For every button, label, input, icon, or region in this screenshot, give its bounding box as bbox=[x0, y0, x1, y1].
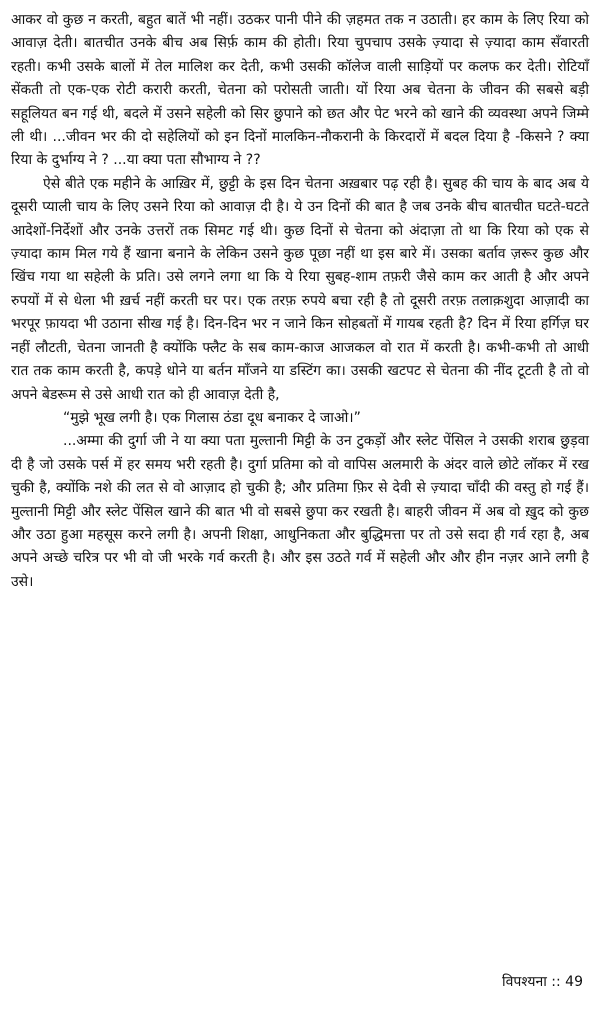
book-page bbox=[11, 9, 589, 594]
quoted-dialogue: “मुझे भूख लगी है। एक गिलास ठंडा दूध बनाकर दे जाओ।” bbox=[63, 409, 361, 426]
paragraph-2: ऐसे बीते एक महीने के आख़िर में, छुट्टी के इस दिन चेतना अख़बार पढ़ रही है। सुबह की चाय के बाद अब ये दूसरी प्याली चाय के लिए उसने रिया को आवाज़ दी है। ये उन दिनों की बात है जब उनके बीच बातचीत घटते-घटते आदेशों-निर्देशों और उनके उत्तरों तक सिमट गई थी। कुछ दिनों से चेतना को अंदाज़ा तो था कि रिया को एक से ज़्यादा काम मिल गये हैं खाना बनाने के लेकिन उसने कुछ पूछा नहीं था इस बारे में। उसका बर्ताव ज़रूर कुछ और खिंच गया था सहेली के प्रति। उसे लगने लगा था कि ये रिया सुबह-शाम तफ़री जैसे काम कर आती है और अपने रुपयों में से धेला भी ख़र्च नहीं करती घर पर। एक तरफ़ रुपये बचा रही है तो दूसरी तरफ़ तलाक़शुदा आज़ादी का भरपूर फ़ायदा भी उठाना सीख गई है। दिन-दिन भर न जाने किन सोहबतों में गायब रहती है? दिन में रिया हर्गिज़ घर नहीं लौटती, चेतना जानती है क्योंकि फ्लैट के सब काम-काज आजकल वो रात में करती है। कभी-कभी तो आधी रात तक काम करती है, कपड़े धोने या बर्तन माँजने या डस्टिंग का। उसकी खटपट से चेतना की नींद टूटती है तो वो अपने बेडरूम से उसे आधी रात को ही आवाज़ देती है, bbox=[11, 175, 589, 403]
page-footer: विपश्यना :: 49 bbox=[502, 974, 583, 990]
paragraph-3: ...अम्मा की दुर्गा जी ने या क्या पता मुल्तानी मिट्टी के उन टुकड़ों और स्लेट पेंसिल ने उसकी शराब छुड़वा दी है जो उसके पर्स में हर समय भरी रहती है। दुर्गा प्रतिमा को वो वापिस अलमारी के अंदर वाले छोटे लॉकर में रख चुकी है, क्योंकि नशे की लत से वो आज़ाद हो चुकी है; और प्रतिमा फ़िर से देवी से ज़्यादा चाँदी की वस्तु हो गई हैं। मुल्तानी मिट्टी और स्लेट पेंसिल खाने की बात भी वो सबसे छुपा कर रखती है। बाहरी जीवन में अब वो ख़ुद को कुछ और उठा हुआ महसूस करने लगी है। अपनी शिक्षा, आधुनिकता और बुद्धिमत्ता पर तो उसे सदा ही गर्व रहा है, अब अपने अच्छे चरित्र पर भी वो जी भरके गर्व करती है। और इस उठते गर्व में सहेली और और हीन नज़र आने लगी है उसे। bbox=[11, 433, 589, 590]
paragraph-1: आकर वो कुछ न करती, बहुत बातें भी नहीं। उठकर पानी पीने की ज़हमत तक न उठाती। हर काम के लिए रिया को आवाज़ देती। बातचीत उनके बीच अब सिर्फ़ काम की होती। रिया चुपचाप उसके ज़्यादा से ज़्यादा काम सँवारती रहती। कभी उसके बालों में तेल मालिश कर देती, कभी उसकी कॉलेज वाली साड़ियों पर कलफ कर देती। रोटियाँ सेंकती तो एक-एक रोटी करारी करती, चेतना को परोसती जाती। यों रिया अब चेतना के जीवन की सबसे बड़ी सहूलियत बन गई थी, बदले में उसने सहेली को सिर छुपाने को छत और पेट भरने को खाने की व्यवस्था अपने जिम्मे ली थी। ...जीवन भर की दो सहेलियों को इन दिनों मालकिन-नौकरानी के किरदारों में बदल दिया है -किसने ? क्या रिया के दुर्भाग्य ने ? ...या क्या पता सौभाग्य ने ?? bbox=[11, 12, 589, 169]
